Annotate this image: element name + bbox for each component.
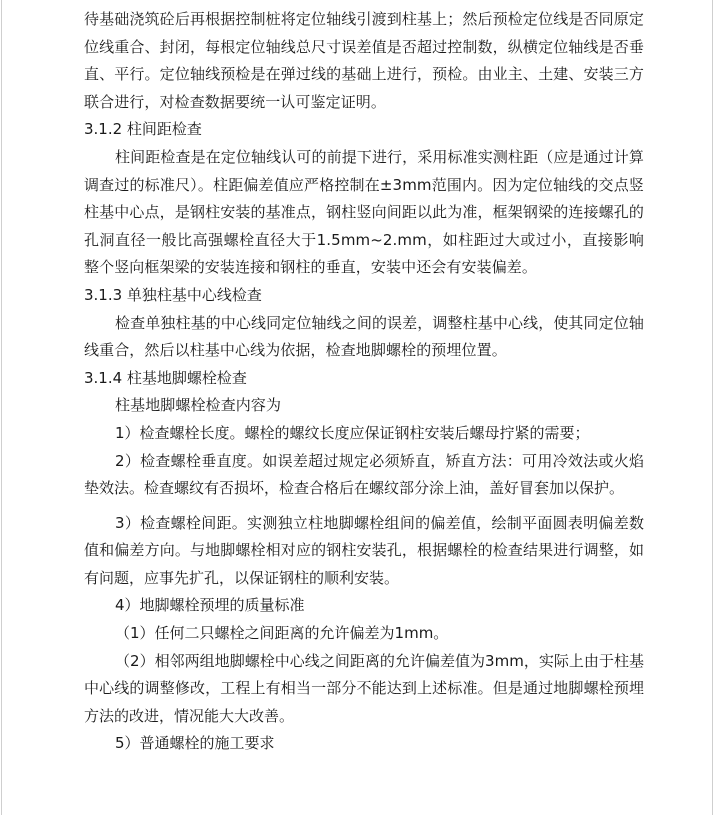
list-item-standard-1: （1）任何二只螺栓之间距离的允许偏差为1mm。 [115,624,449,643]
list-item-bolt-length: 1）检查螺栓长度。螺栓的螺纹长度应保证钢柱安装后螺母拧紧的需要； [115,423,590,442]
paragraph-column-spacing: 柱间距检查是在定位轴线认可的前提下进行，采用标准实测柱距（应是通过计算调查过的标准尺）。柱距偏差值应严格控制在±3mm范围内。因为定位轴线的交点竖柱基中心点，是钢柱安装的基准点，钢柱竖向间距以此为准，框架钢梁的连接螺孔的孔洞直径一般比高强螺栓直径大于1.5mm~2.mm，如柱距过大或过小，直接影响整个竖向框架梁的安装连接和钢柱的垂直，安装中还会有安装偏差。 [84,147,644,277]
list-item-standard-2: （2）相邻两组地脚螺栓中心线之间距离的允许偏差值为3mm，实际上由于柱基中心线的调整修改，工程上有相当一部分不能达到上述标准。但是通过地脚螺栓预埋方法的改进，情况能大大改善。 [84,651,644,725]
heading-column-spacing-check: 3.1.2 柱间距检查 [84,120,202,139]
document-page [84,6,644,758]
list-item-bolt-verticality: 2）检查螺栓垂直度。如误差超过规定必须矫直，矫直方法：可用冷效法或火焰垫效法。检查螺纹有否损坏，检查合格后在螺纹部分涂上油，盖好冒套加以保护。 [84,451,644,498]
list-item-ordinary-bolt: 5）普通螺栓的施工要求 [115,734,275,753]
list-item-bolt-spacing: 3）检查螺栓间距。实测独立柱地脚螺栓组间的偏差值，绘制平面圆表明偏差数值和偏差方向。与地脚螺栓相对应的钢柱安装孔，根据螺栓的检查结果进行调整，如有问题，应事先扩孔，以保证钢柱的顺利安装。 [84,513,644,587]
page-border-right [712,0,713,815]
heading-single-footing-centerline: 3.1.3 单独柱基中心线检查 [84,285,262,304]
paragraph-anchor-bolt-intro: 柱基地脚螺栓检查内容为 [115,396,282,415]
paragraph-single-footing-centerline: 检查单独柱基的中心线同定位轴线之间的误差，调整柱基中心线，使其同定位轴线重合，然后以柱基中心线为依据，检查地脚螺栓的预埋位置。 [84,313,644,360]
heading-anchor-bolt-check: 3.1.4 柱基地脚螺栓检查 [84,368,247,387]
page-border-left [1,0,2,815]
list-item-quality-standard: 4）地脚螺栓预埋的质量标准 [115,596,305,615]
paragraph-axis-precheck: 待基础浇筑砼后再根据控制桩将定位轴线引渡到柱基上；然后预检定位线是否同原定位线重合、封闭，每根定位轴线总尺寸误差值是否超过控制数，纵横定位轴线是否垂直、平行。定位轴线预检是在弹过线的基础上进行，预检。由业主、土建、安装三方联合进行，对检查数据要统一认可鉴定证明。 [84,10,644,111]
